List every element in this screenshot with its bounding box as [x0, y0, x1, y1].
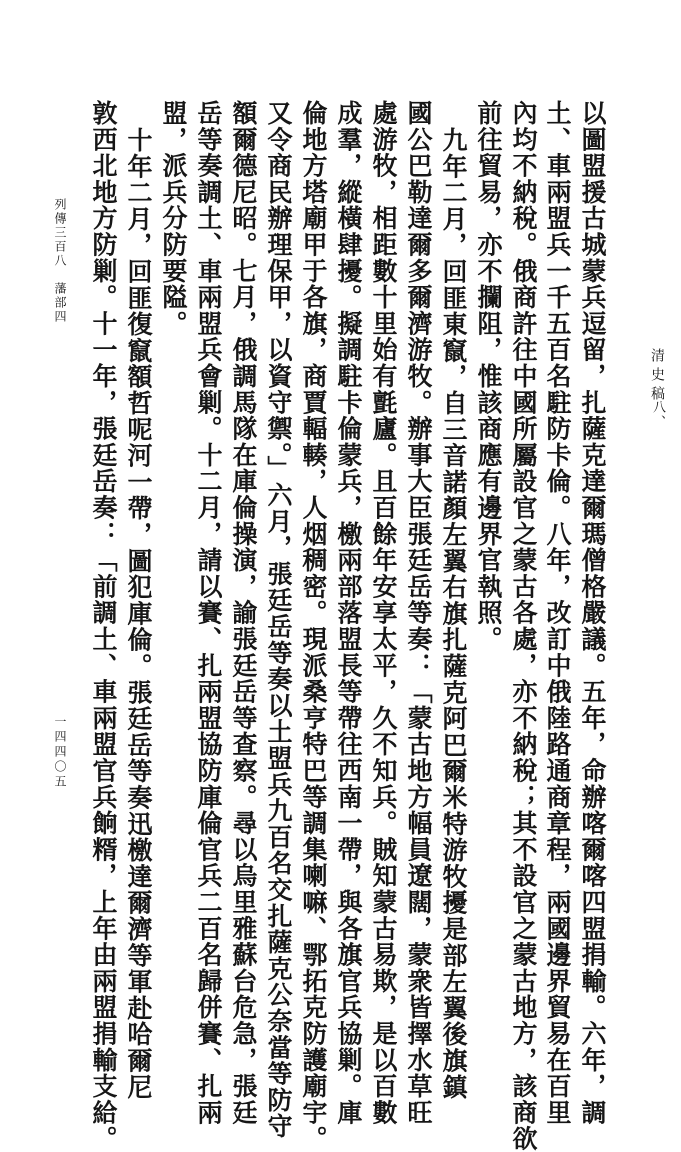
- text-column: 國公巴勒達爾多爾濟游牧。辦事大臣張廷岳等奏：「蒙古地方幅員遼闊，蒙衆皆擇水草旺: [404, 100, 433, 1126]
- text-column: 成羣，縱橫肆擾。擬調駐卡倫蒙兵，檄兩部落盟長等帶往西南一帶，與各旗官兵協剿。庫: [334, 100, 363, 1126]
- side-mark: 八、: [650, 400, 665, 430]
- running-head: 清史稿: [649, 348, 665, 405]
- text-column: 十年二月，回匪復竄額哲呢河一帶，圖犯庫倫。張廷岳等奏迅檄達爾濟等軍赴哈爾尼: [124, 127, 153, 1101]
- text-column: 處游牧，相距數十里始有氈廬。且百餘年安享太平，久不知兵。賊知蒙古易欺，是以百數: [369, 100, 398, 1126]
- text-column: 盟，派兵分防要隘。: [159, 100, 188, 337]
- section-label: 列傳三百八 藩部四: [53, 198, 67, 324]
- text-column: 岳等奏調土、車兩盟兵會剿。十二月，請以賽、扎兩盟協防庫倫官兵二百名歸併賽、扎兩: [194, 100, 223, 1126]
- text-column: 九年二月，回匪東竄，自三音諾顏左翼右旗扎薩克阿巴爾米特游牧擾是部左翼後旗鎮: [439, 127, 468, 1101]
- text-column: 以圖盟援古城蒙兵逗留，扎薩克達爾瑪僧格嚴議。五年，命辦喀爾喀四盟捐輸。六年，調: [578, 100, 607, 1126]
- page-number: 一四四〇五: [53, 715, 67, 790]
- text-column: 又令商民辦理保甲，以資守禦。」六月，張廷岳等奏以土盟兵九百名交扎薩克公奈當等防守: [264, 100, 293, 1140]
- text-column: 前往貿易，亦不攔阻，惟該商應有邊界官執照。: [474, 100, 503, 653]
- text-column: 額爾德尼昭。七月，俄調馬隊在庫倫操演，諭張廷岳等查察。尋以烏里雅蘇台危急，張廷: [229, 100, 258, 1126]
- text-column: 倫地方塔廟甲于各旗，商賈輻輳，人烟稠密。現派桑亨特巴等調集喇嘛、鄂拓克防護廟宇。: [299, 100, 328, 1152]
- text-column: 土、車兩盟兵一千五百名駐防卡倫。八年，改訂中俄陸路通商章程，兩國邊界貿易在百里: [543, 100, 572, 1126]
- text-column: 內均不納稅。俄商許往中國所屬設官之蒙古各處，亦不納稅；其不設官之蒙古地方，該商欲: [509, 100, 538, 1152]
- text-column: 敦西北地方防剿。十一年，張廷岳奏：「前調土、車兩盟官兵餉糈，上年由兩盟捐輸支給。: [89, 100, 118, 1152]
